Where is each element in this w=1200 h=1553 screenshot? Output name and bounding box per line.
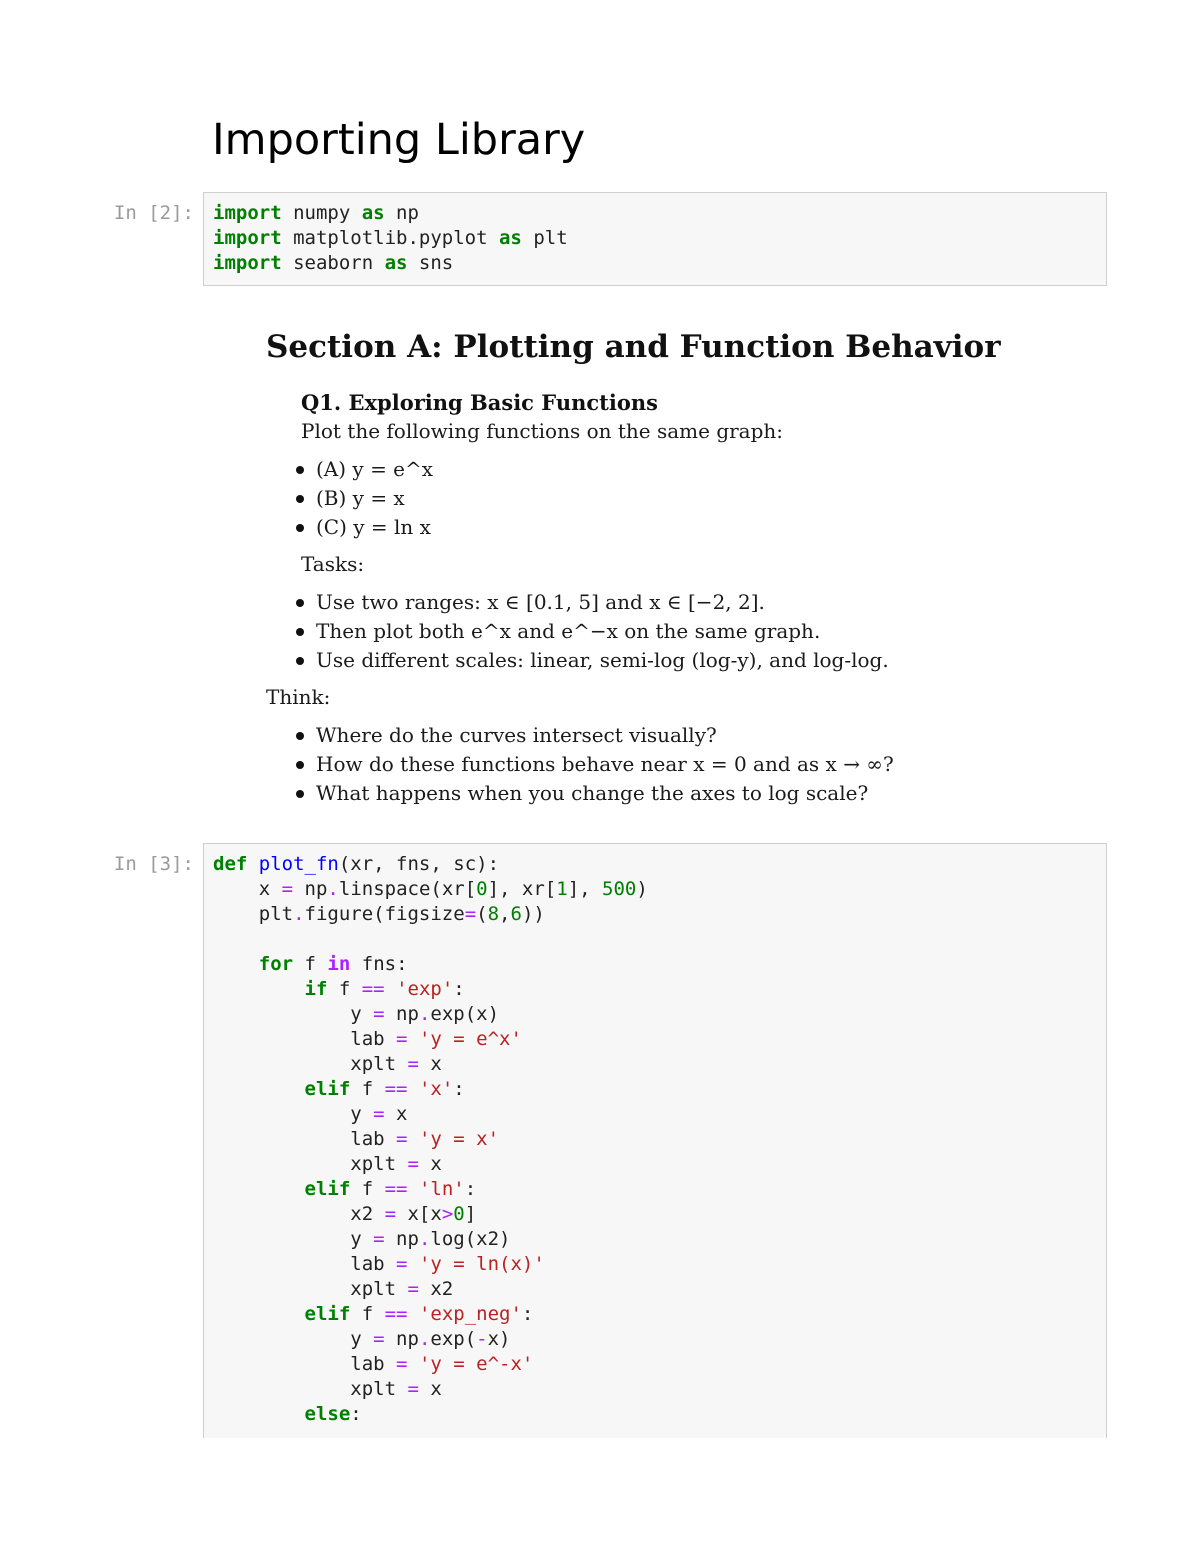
code-line	[213, 251, 1106, 276]
code-token	[407, 1028, 418, 1050]
code-token: =	[396, 1253, 408, 1275]
code-token: elif	[304, 1078, 351, 1100]
code-token: figure(figsize	[304, 903, 465, 925]
code-token: xplt	[213, 1378, 408, 1400]
code-token: ,	[499, 903, 511, 925]
code-token: y	[213, 1003, 374, 1025]
code-editor[interactable]	[204, 193, 1106, 276]
code-line	[213, 1177, 1106, 1202]
code-token: y	[213, 1103, 374, 1125]
code-token	[408, 1303, 419, 1325]
code-line	[213, 1302, 1106, 1327]
code-token: x	[418, 1378, 442, 1400]
code-token: 'exp'	[396, 978, 454, 1000]
code-token: 8	[487, 903, 500, 925]
code-token: lab	[213, 1253, 397, 1275]
code-line	[213, 1002, 1106, 1027]
code-token: x	[384, 1103, 408, 1125]
code-token: ==	[361, 978, 385, 1000]
code-token: plot_fn	[258, 853, 339, 875]
code-token: plt	[521, 227, 568, 249]
task-list	[294, 588, 889, 675]
code-token: =	[384, 1203, 397, 1225]
code-token: 'exp_neg'	[418, 1303, 522, 1325]
code-line	[213, 1027, 1106, 1052]
code-line	[213, 877, 1106, 902]
code-token: =	[407, 1278, 419, 1300]
code-token: np	[384, 1003, 419, 1025]
code-token: ], xr[	[487, 878, 557, 900]
code-token: x[x	[396, 1203, 442, 1225]
code-token	[213, 978, 305, 1000]
code-token: import	[213, 202, 282, 224]
code-token	[213, 1403, 305, 1425]
code-token: .	[327, 878, 339, 900]
code-token: np	[384, 1228, 419, 1250]
code-token: 'y = e^x'	[418, 1028, 522, 1050]
list-item: Use two ranges: x ∈ [0.1, 5] and x ∈ [−2, 2].	[294, 588, 889, 617]
code-line	[213, 1402, 1106, 1427]
code-token: np	[293, 878, 328, 900]
code-token	[213, 1178, 305, 1200]
code-token: lab	[213, 1028, 397, 1050]
list-item: (C) y = ln x	[294, 513, 433, 542]
code-token: y	[213, 1328, 374, 1350]
code-token: ==	[384, 1303, 408, 1325]
code-cell-imports[interactable]	[203, 192, 1107, 286]
code-line	[213, 1102, 1106, 1127]
notebook-heading: Importing Library	[212, 115, 586, 165]
code-token: import	[213, 252, 282, 274]
code-token: =	[373, 1328, 385, 1350]
code-token: .	[293, 903, 305, 925]
code-token: :	[464, 1178, 477, 1200]
code-line	[213, 852, 1106, 877]
function-list	[294, 455, 433, 542]
code-token: x	[213, 878, 282, 900]
code-token: xplt	[213, 1278, 408, 1300]
code-line	[213, 226, 1106, 251]
list-item: Use different scales: linear, semi-log (log-y), and log-log.	[294, 646, 889, 675]
code-token: for	[258, 953, 294, 975]
code-token: x2	[418, 1278, 454, 1300]
code-token: .	[418, 1328, 431, 1350]
code-token: ]	[464, 1203, 477, 1225]
code-token: 'y = ln(x)'	[418, 1253, 545, 1275]
code-token: 'y = x'	[418, 1128, 500, 1150]
code-token: 0	[453, 1203, 465, 1225]
list-item: What happens when you change the axes to log scale?	[294, 779, 894, 808]
code-token: =	[396, 1028, 408, 1050]
code-token: x)	[487, 1328, 511, 1350]
code-token: np	[384, 1328, 419, 1350]
code-line	[213, 977, 1106, 1002]
code-token: in	[327, 953, 351, 975]
code-line	[213, 1377, 1106, 1402]
code-token: =	[407, 1378, 419, 1400]
code-token: :	[453, 1078, 465, 1100]
code-token: xplt	[213, 1053, 408, 1075]
code-token: :	[453, 978, 465, 1000]
code-token	[407, 1353, 418, 1375]
list-item: (B) y = x	[294, 484, 433, 513]
code-token: f	[350, 1078, 385, 1100]
code-token: def	[213, 853, 248, 875]
code-token: =	[407, 1153, 419, 1175]
code-token: else	[304, 1403, 351, 1425]
code-token: matplotlib.pyplot	[281, 227, 499, 249]
code-token: 'y = e^-x'	[418, 1353, 534, 1375]
code-token: ],	[567, 878, 603, 900]
code-token: .	[418, 1228, 431, 1250]
code-line	[213, 1202, 1106, 1227]
code-token: f	[327, 978, 362, 1000]
code-line	[213, 1277, 1106, 1302]
code-line	[213, 201, 1106, 226]
code-token	[407, 1253, 418, 1275]
code-token: as	[498, 227, 522, 249]
code-token: =	[407, 1053, 419, 1075]
code-token: =	[373, 1103, 385, 1125]
code-token	[408, 1078, 419, 1100]
code-token: plt	[213, 903, 294, 925]
code-token: .	[418, 1003, 431, 1025]
code-token: ==	[384, 1078, 408, 1100]
code-token: xplt	[213, 1153, 408, 1175]
code-token: (xr, fns, sc):	[338, 853, 500, 875]
code-line	[213, 1352, 1106, 1377]
code-token: =	[373, 1228, 385, 1250]
code-token: =	[396, 1353, 408, 1375]
code-token: np	[384, 202, 419, 224]
list-item: Where do the curves intersect visually?	[294, 721, 894, 750]
code-token: (	[476, 903, 488, 925]
code-cell-plot-fn[interactable]	[203, 843, 1107, 1438]
code-token: 'ln'	[418, 1178, 465, 1200]
code-token: f	[350, 1303, 385, 1325]
code-token: =	[396, 1128, 408, 1150]
code-token: f	[350, 1178, 385, 1200]
code-token: x2	[213, 1203, 385, 1225]
code-token: f	[293, 953, 328, 975]
code-token: elif	[304, 1178, 351, 1200]
code-token: exp(	[430, 1328, 477, 1350]
code-token: 6	[510, 903, 522, 925]
code-token: sns	[407, 252, 454, 274]
code-token	[407, 1128, 418, 1150]
code-token: seaborn	[281, 252, 385, 274]
think-label: Think:	[266, 685, 331, 709]
code-token: ==	[384, 1178, 408, 1200]
code-token: fns:	[350, 953, 408, 975]
code-token	[408, 1178, 419, 1200]
code-line	[213, 952, 1106, 977]
code-editor[interactable]	[204, 844, 1106, 1427]
code-token: :	[350, 1403, 362, 1425]
code-token: >	[441, 1203, 454, 1225]
code-line	[213, 1127, 1106, 1152]
code-token: lab	[213, 1353, 397, 1375]
cell-prompt-2: In [2]:	[113, 202, 194, 224]
code-token: 500	[602, 878, 637, 900]
code-token: =	[464, 903, 477, 925]
code-token: lab	[213, 1128, 397, 1150]
tasks-label: Tasks:	[301, 552, 365, 576]
code-token	[247, 853, 258, 875]
question-title: Q1. Exploring Basic Functions	[301, 390, 658, 415]
code-token: linspace(xr[	[338, 878, 477, 900]
code-token	[213, 1078, 305, 1100]
code-token: =	[373, 1003, 385, 1025]
code-line	[213, 1227, 1106, 1252]
code-token: =	[281, 878, 294, 900]
code-line	[213, 902, 1106, 927]
code-token: as	[384, 252, 408, 274]
code-line	[213, 1327, 1106, 1352]
list-item: Then plot both e^x and e^−x on the same graph.	[294, 617, 889, 646]
code-token: -	[476, 1328, 488, 1350]
list-item: How do these functions behave near x = 0 and as x → ∞?	[294, 750, 894, 779]
code-line	[213, 1152, 1106, 1177]
think-list	[294, 721, 894, 808]
code-token	[213, 1303, 305, 1325]
code-token: log(x2)	[430, 1228, 511, 1250]
code-line	[213, 1252, 1106, 1277]
cell-prompt-3: In [3]:	[113, 853, 194, 875]
section-title: Section A: Plotting and Function Behavior	[266, 329, 1001, 365]
code-token: 'x'	[418, 1078, 454, 1100]
code-token: x	[418, 1153, 442, 1175]
code-token: exp(x)	[430, 1003, 500, 1025]
code-token: y	[213, 1228, 374, 1250]
code-line	[213, 1077, 1106, 1102]
code-token: 1	[556, 878, 568, 900]
intro-text: Plot the following functions on the same graph:	[301, 419, 784, 443]
code-token: import	[213, 227, 282, 249]
code-token: :	[521, 1303, 534, 1325]
code-token: as	[361, 202, 385, 224]
code-line	[213, 927, 1106, 952]
code-token: x	[418, 1053, 442, 1075]
code-token: )	[636, 878, 648, 900]
code-token: ))	[521, 903, 545, 925]
code-token	[213, 953, 259, 975]
code-token: elif	[304, 1303, 351, 1325]
code-token: 0	[476, 878, 488, 900]
code-token: if	[304, 978, 328, 1000]
code-line	[213, 1052, 1106, 1077]
code-token	[385, 978, 396, 1000]
code-token: numpy	[281, 202, 362, 224]
list-item: (A) y = e^x	[294, 455, 433, 484]
